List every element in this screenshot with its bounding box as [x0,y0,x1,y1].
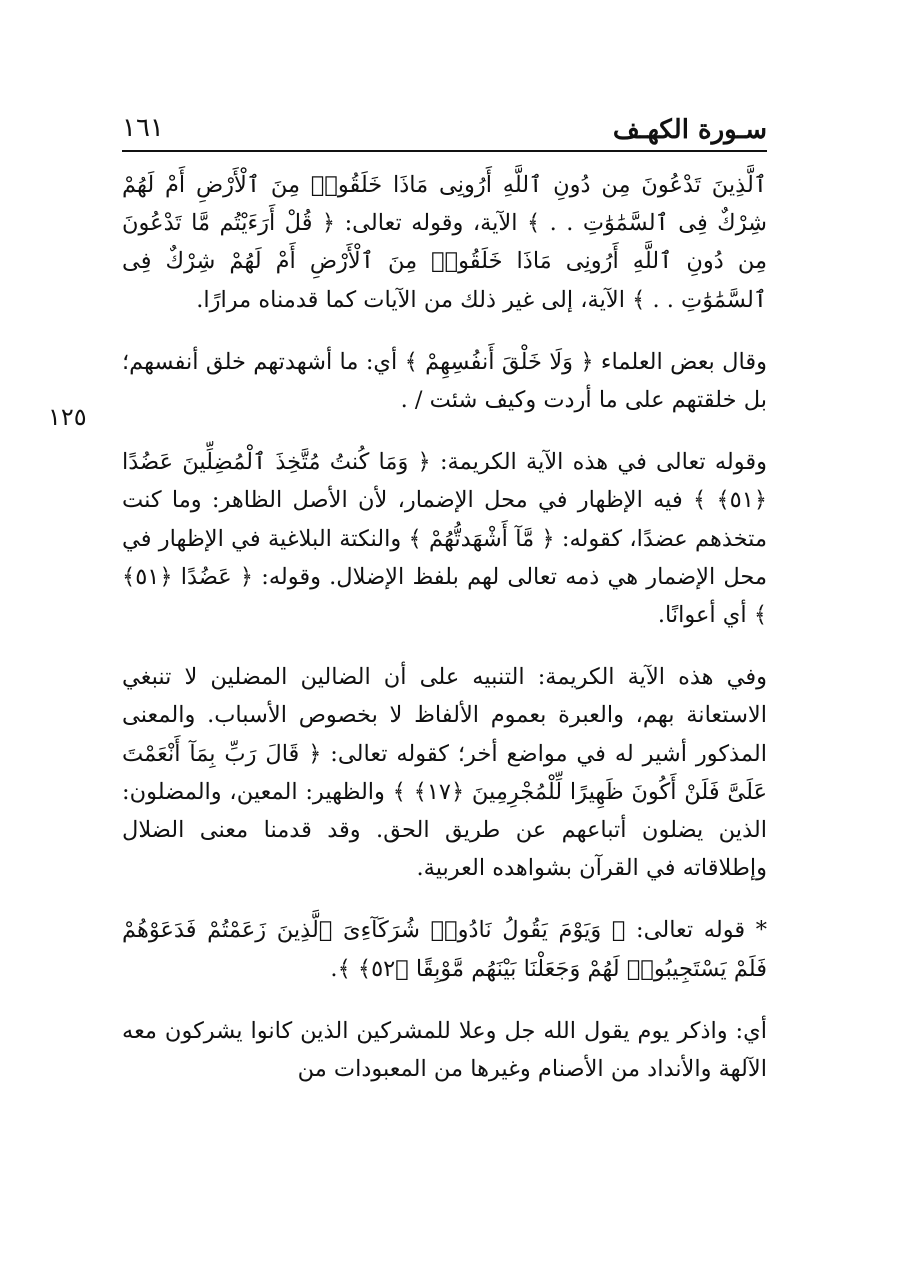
paragraph-lesson: وفي هذه الآية الكريمة: التنبيه على أن الضالين المضلين لا تنبغي الاستعانة بهم، والعبرة بعموم الألفاظ لا بخصوص الأسباب. والمعنى المذكور أشير له في مواضع أخر؛ كقوله تعالى: ﴿ قَالَ رَبِّ بِمَآ أَنْعَمْتَ عَلَىَّ فَلَنْ أَكُونَ ظَهِيرًا لِّلْمُجْرِمِينَ ﴿١٧﴾ ﴾ والظهير: المعين، والمضلون: الذين يضلون أتباعهم عن طريق الحق. وقد قدمنا معنى الضلال وإطلاقاته في القرآن بشواهده العربية. [122,664,767,882]
paragraph-scholars-opinion: وقال بعض العلماء ﴿ وَلَا خَلْقَ أَنفُسِهِمْ ﴾ أي: ما أشهدتهم خلق أنفسهم؛ بل خلقتهم على ما أردت وكيف شئت / . [122,348,767,414]
surah-title: سـورة الكهـف [612,115,767,145]
page-body [122,166,767,1112]
paragraph-misleaders-verse: وقوله تعالى في هذه الآية الكريمة: ﴿ وَمَا كُنتُ مُتَّخِذَ ٱلْمُضِلِّينَ عَضُدًا ﴿٥١﴾ ﴾ فيه الإظهار في محل الإضمار، لأن الأصل الظاهر: وما كنت متخذهم عضدًا، كقوله: ﴿ مَّآ أَشْهَدتُّهُمْ ﴾ والنكتة البلاغية في الإظهار في محل الإضمار هي ذمه تعالى لهم بلفظ الإضلال. وقوله: ﴿ عَضُدًا ﴿٥١﴾ ﴾ أي أعوانًا. [122,449,767,629]
page-header [122,112,767,150]
header-divider [122,150,767,152]
page-number: ١٦١ [122,113,164,143]
paragraph-explanation: أي: واذكر يوم يقول الله جل وعلا للمشركين الذين كانوا يشركون معه الآلهة والأنداد من الأصنام وغيرها من المعبودات من [122,1017,767,1083]
margin-page-reference: ١٢٥ [48,403,87,431]
paragraph-verse-52: * قوله تعالى: ﴿ وَيَوْمَ يَقُولُ نَادُوا۟ شُرَكَآءِىَ ٱلَّذِينَ زَعَمْتُمْ فَدَعَوْهُمْ فَلَمْ يَسْتَجِيبُوا۟ لَهُمْ وَجَعَلْنَا بَيْنَهُم مَّوْبِقًا ﴿٥٢﴾ ﴾. [122,917,767,982]
paragraph-verses-continuation: ٱلَّذِينَ تَدْعُونَ مِن دُونِ ٱللَّهِ أَرُونِى مَاذَا خَلَقُوا۟ مِنَ ٱلْأَرْضِ أَمْ لَهُمْ شِرْكٌ فِى ٱلسَّمَٰوَٰتِ . . ﴾ الآية، وقوله تعالى: ﴿ قُلْ أَرَءَيْتُم مَّا تَدْعُونَ مِن دُونِ ٱللَّهِ أَرُونِى مَاذَا خَلَقُوا۟ مِنَ ٱلْأَرْضِ أَمْ لَهُمْ شِرْكٌ فِى ٱلسَّمَٰوَٰتِ . . ﴾ الآية، إلى غير ذلك من الآيات كما قدمناه مرارًا. [122,172,767,313]
